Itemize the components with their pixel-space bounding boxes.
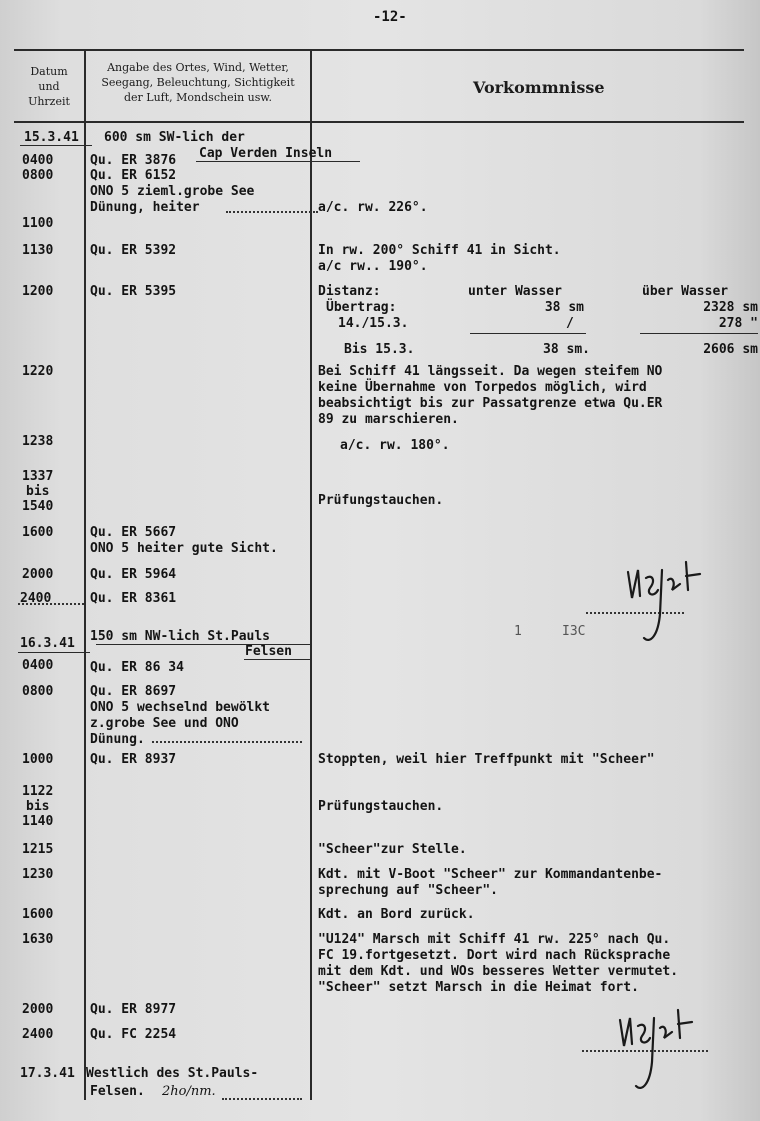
ueber-2606sm: 2606 sm <box>703 342 758 357</box>
event-bis-15-3: Bis 15.3. <box>344 342 415 357</box>
event-marschieren: 89 zu marschieren. <box>318 412 459 427</box>
date-underline-2 <box>18 652 90 653</box>
header-place-line3: der Luft, Mondschein usw. <box>123 91 273 104</box>
time-1630: 1630 <box>22 932 54 947</box>
place-grobe-see: z.grobe See und ONO <box>90 716 239 731</box>
place-ono5-heiter: ONO 5 heiter gute Sicht. <box>90 541 278 556</box>
time-2000: 2000 <box>22 567 54 582</box>
time-0800: 0800 <box>22 168 54 183</box>
dotted-leader-3 <box>152 741 302 743</box>
place-westlich: Westlich des St.Pauls- <box>86 1066 259 1081</box>
place-600sm: 600 sm SW-lich der <box>104 130 245 145</box>
place-er5964: Qu. ER 5964 <box>90 567 177 582</box>
place-er8697: Qu. ER 8697 <box>90 684 177 699</box>
handwritten-note: 2ho/nm. <box>162 1084 216 1099</box>
ueber-278: 278 " <box>718 316 758 331</box>
time-0800b: 0800 <box>22 684 54 699</box>
ueber-sum-rule <box>640 333 758 334</box>
time-1540: 1540 <box>22 499 54 514</box>
time-1215: 1215 <box>22 842 54 857</box>
dotted-leader-4 <box>222 1098 302 1100</box>
time-2000b: 2000 <box>22 1002 54 1017</box>
place-ono5-see: ONO 5 zieml.grobe See <box>90 184 255 199</box>
place-er6152: Qu. ER 6152 <box>90 168 177 183</box>
header-place-line1: Angabe des Ortes, Wind, Wetter, <box>107 61 289 74</box>
place-150sm: 150 sm NW-lich St.Pauls <box>90 629 271 644</box>
signature-1 <box>610 540 720 650</box>
event-kdt-zurueck: Kdt. an Bord zurück. <box>318 907 475 922</box>
time-1220: 1220 <box>22 364 54 379</box>
time-2400b: 2400 <box>22 1027 54 1042</box>
table-top-rule <box>14 49 744 51</box>
place-er8361: Qu. ER 8361 <box>90 591 177 606</box>
event-laengsseit: Bei Schiff 41 längsseit. Da wegen steifem NO <box>318 364 663 379</box>
event-kdt-vboot: Kdt. mit V-Boot "Scheer" zur Kommandantenbe- <box>318 867 663 882</box>
event-distanz: Distanz: <box>318 284 381 299</box>
header-date-line2: und <box>38 80 60 93</box>
time-bis-1: bis <box>26 484 50 499</box>
place-er5667: Qu. ER 5667 <box>90 525 177 540</box>
unter-sum-rule <box>470 333 586 334</box>
place-er5392: Qu. ER 5392 <box>90 243 177 258</box>
event-uebertrag: Übertrag: <box>326 300 397 315</box>
place-fc2254: Qu. FC 2254 <box>90 1027 177 1042</box>
time-1230: 1230 <box>22 867 54 882</box>
place-felsen: Felsen <box>245 644 292 659</box>
time-1238: 1238 <box>22 434 54 449</box>
time-bis-2: bis <box>26 799 50 814</box>
dotted-leader-1 <box>226 211 318 213</box>
event-schiff41-sicht: In rw. 200° Schiff 41 in Sicht. <box>318 243 561 258</box>
dotted-leader-2 <box>18 603 84 605</box>
header-date <box>16 64 82 109</box>
cap-verden-underline <box>196 161 360 162</box>
event-ac-226: a/c. rw. 226°. <box>318 200 428 215</box>
header-place <box>88 60 308 105</box>
header-bottom-rule <box>14 121 744 123</box>
date-15-3-41: 15.3.41 <box>24 130 79 145</box>
event-ac-190: a/c rw.. 190°. <box>318 259 428 274</box>
place-er8937: Qu. ER 8937 <box>90 752 177 767</box>
place-duenung-2: Dünung. <box>90 732 145 747</box>
time-1337: 1337 <box>22 469 54 484</box>
stray-mark-a: 1 <box>514 624 522 639</box>
event-pruefungstauchen-1: Prüfungstauchen. <box>318 493 444 508</box>
time-1100: 1100 <box>22 216 54 231</box>
event-scheer-stelle: "Scheer"zur Stelle. <box>318 842 467 857</box>
event-torpedos: keine Übernahme von Torpedos möglich, wird <box>318 380 647 395</box>
time-1600: 1600 <box>22 525 54 540</box>
place-felsen-2: Felsen. <box>90 1084 145 1099</box>
date-17-3-41: 17.3.41 <box>20 1066 75 1081</box>
page-number: -12- <box>373 9 407 25</box>
col-ueber-wasser: über Wasser <box>642 284 729 299</box>
place-duenung-heiter: Dünung, heiter <box>90 200 200 215</box>
place-er3876: Qu. ER 3876 <box>90 153 177 168</box>
time-1130: 1130 <box>22 243 54 258</box>
event-wetter: mit dem Kdt. und WOs besseres Wetter vermutet. <box>318 964 679 979</box>
stray-mark-b: I3C <box>562 624 586 639</box>
time-1200: 1200 <box>22 284 54 299</box>
event-u124-marsch: "U124" Marsch mit Schiff 41 rw. 225° nach Qu. <box>318 932 671 947</box>
event-besprechung: sprechung auf "Scheer". <box>318 883 499 898</box>
event-ac-180: a/c. rw. 180°. <box>340 438 450 453</box>
col-unter-wasser: unter Wasser <box>468 284 562 299</box>
date-16-3-41: 16.3.41 <box>20 636 75 651</box>
header-date-line3: Uhrzeit <box>28 95 70 108</box>
ueber-2328sm: 2328 sm <box>703 300 758 315</box>
felsen-underline <box>244 659 310 660</box>
time-1140: 1140 <box>22 814 54 829</box>
place-ono5-bewoelkt: ONO 5 wechselnd bewölkt <box>90 700 271 715</box>
place-cap-verden: Cap Verden Inseln <box>199 146 333 161</box>
unter-slash: / <box>566 316 574 331</box>
unter-38sm: 38 sm <box>544 300 584 315</box>
time-1000: 1000 <box>22 752 54 767</box>
header-events: Vorkommnisse <box>473 78 605 97</box>
event-heimat: "Scheer" setzt Marsch in die Heimat fort. <box>318 980 639 995</box>
place-er8634: Qu. ER 86 34 <box>90 660 184 675</box>
event-14-15-3: 14./15.3. <box>338 316 409 331</box>
header-place-line2: Seegang, Beleuchtung, Sichtigkeit <box>101 76 295 89</box>
time-0400: 0400 <box>22 153 54 168</box>
event-fc19: FC 19.fortgesetzt. Dort wird nach Rücksprache <box>318 948 671 963</box>
time-2400: 2400 <box>20 591 52 606</box>
place-er8977: Qu. ER 8977 <box>90 1002 177 1017</box>
column-rule-date <box>84 50 86 1100</box>
event-pruefungstauchen-2: Prüfungstauchen. <box>318 799 444 814</box>
header-date-line1: Datum <box>30 65 68 78</box>
signature-2 <box>606 990 716 1100</box>
unter-38sm-total: 38 sm. <box>543 342 590 357</box>
event-passatgrenze: beabsichtigt bis zur Passatgrenze etwa Qu.ER <box>318 396 663 411</box>
date-underline-1 <box>20 145 92 146</box>
column-rule-place <box>310 50 312 1100</box>
event-stoppten: Stoppten, weil hier Treffpunkt mit "Scheer" <box>318 752 655 767</box>
place-er5395: Qu. ER 5395 <box>90 284 177 299</box>
time-1600b: 1600 <box>22 907 54 922</box>
time-1122: 1122 <box>22 784 54 799</box>
time-0400b: 0400 <box>22 658 54 673</box>
